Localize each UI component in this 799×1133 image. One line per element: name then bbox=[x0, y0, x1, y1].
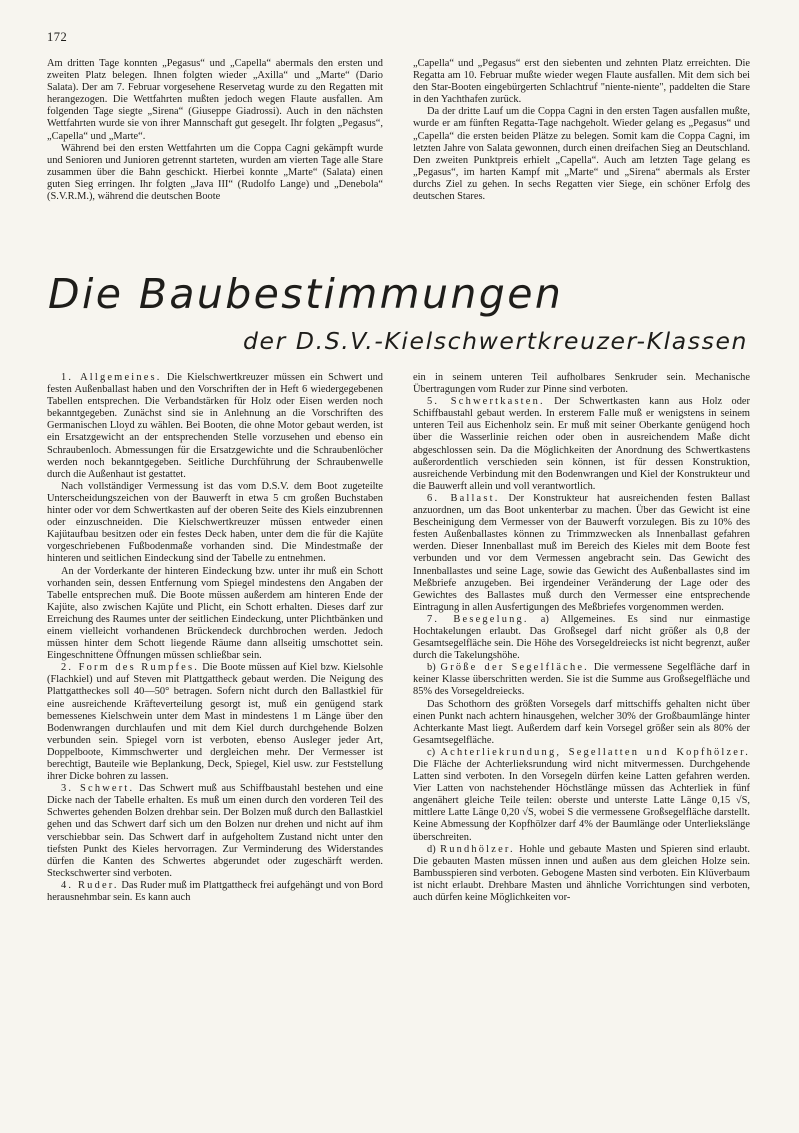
article-subheadline: der D.S.V.-Kielschwertkreuzer-Klassen bbox=[243, 327, 748, 355]
paragraph: An der Vorderkante der hinteren Eindeckung bzw. unter ihr muß ein Schott vorhanden sein, dessen Entfernung vom Spiegel mindestens den Angaben der Tabelle entsprechen muß. Die Boote müssen außerdem am hinteren Ende der Kajüte, also zwischen Kajüte und Plicht, ein Schott erhalten. Dieses darf zur Erreichung des Raumes unter der seitlichen Eindeckung, unter Plichtbänken und einem vielleicht vorhandenen Brückendeck durchbrochen werden. Jedoch müssen hinter dem Schott liegende Räume dann allseitig umschottet sein. Eingeschnittene Öffnungen müssen schließbar sein. bbox=[47, 565, 383, 662]
section-sails bbox=[413, 614, 750, 662]
section-hull-form bbox=[47, 662, 383, 783]
section-prefix: d) bbox=[427, 843, 441, 855]
section-heading: 7. Besegelung. bbox=[427, 613, 529, 625]
paragraph: Nach vollständiger Vermessung ist das vom D.S.V. dem Boot zugeteilte Unterscheidungszeichen von der Bauwerft in etwa 5 cm großen Buchstaben hinter oder vor dem Schwertkasten auf der oberen Seite des Kiels einzubrennen oder einzuschneiden. Die Kielschwertkreuzer müssen entweder einen Kajütaufbau besitzen oder ein festes Deck haben, unter dem die für die Kajüte vorgeschriebenen Fußbodenmaße vorhanden sind. Die Mindestmaße der hinteren und seitlichen Eindeckung sind der Tabelle zu entnehmen. bbox=[47, 480, 383, 565]
section-text: Die vermessene Segelfläche darf in keiner Klasse überschritten werden. Sie ist die Summe aus Großsegelfläche und 85% des Vorsegeldreiecks. bbox=[413, 662, 751, 698]
section-centreboard bbox=[47, 783, 383, 880]
section-prefix: c) bbox=[427, 746, 441, 758]
section-text: Das Schwert muß aus Schiffbaustahl bestehen und eine Dicke nach der Tabelle erhalten. Es muß um einen durch den vorderen Teil des Schwertes gehenden Bolzen drehbar sein. Der Bolzen muß durch den Ballastkiel gehen und das Schwert darf sich um den Bolzen nur drehen und nicht auf ihm verschiebbar sein. Das Schwert darf in aufgeholtem Zustand nicht unter den tiefsten Punkt des Kieles hervorragen. Zur Verminderung des Widerstandes dürfen die Kanten des Schwertes abgerundet oder zugeschärft werden. Steckschwerter sind verboten. bbox=[47, 783, 383, 879]
section-ballast bbox=[413, 493, 750, 614]
section-heading: 6. Ballast. bbox=[427, 492, 500, 504]
section-spars bbox=[413, 844, 750, 904]
rules-left-column bbox=[47, 372, 383, 904]
section-prefix: b) bbox=[427, 662, 441, 674]
section-sail-area bbox=[413, 662, 750, 698]
section-text: Die Boote müssen auf Kiel bzw. Kielsohle (Flachkiel) und auf Steven mit Plattgattheck gebaut werden. Die Neigung des Plattgattheckes soll 40—50° betragen. Sofern nicht durch den Ballastkiel für eine ausreichende Kräfteverteilung gesorgt ist, muß ein genügend stark bemessenes Kielschwein unter dem Mast in mindestens 1 m Länge über den Bodenwrangen durchlaufen und mit dem Kiel durch durchgehende Bolzen verbunden sein. Spiegel vorn ist verboten, ebenso Ausleger jeder Art, Doppelboote, Kimmschwerter und dergleichen mehr. Der Vermesser ist berechtigt, Bauteile wie Beplankung, Deck, Spiegel, Kiel usw. zur Feststellung ihrer Dicke bohren zu lassen. bbox=[47, 662, 383, 783]
section-text: Der Schwertkasten kann aus Holz oder Schiffbaustahl gebaut werden. In ersterem Falle muß er wenigstens in seinem unteren Teil aus Eichenholz sein. Er muß mit seiner Oberkante genügend hoch über die Wasserlinie reichen oder oben in ausreichendem Maße dicht abgeschlossen sein. Da die Möglichkeiten der Anordnung des Schwertkastens außerordentlich verschieden sein können, ist für dessen Konstruktion, ausreichende Verbindung mit den Bodenwrangen und Kiel der Konstrukteur und die Bauwerft allein und voll verantwortlich. bbox=[413, 396, 750, 492]
paragraph: Da der dritte Lauf um die Coppa Cagni in den ersten Tagen ausfallen mußte, wurde er am fünften Regatta-Tage nachgeholt. Wieder gelang es „Pegasus“ und „Capella“ die ersten beiden Plätze zu belegen. Somit kam die Coppa Cagni, im letzten Jahre von Salata gewonnen, durch einen dreifachen Sieg an Deutschland. Den zweiten Punktpreis erhielt „Capella“. Auch am letzten Tage gelang es „Pegasus“, im harten Kampf mit „Marte“ und „Sirena“ abermals als Erster durchs Ziel zu gehen. In sechs Regatten vier Siege, ein schöner Erfolg des deutschen Stares. bbox=[413, 106, 750, 203]
section-leech-battens bbox=[413, 747, 750, 844]
section-text: Die Fläche der Achterlieksrundung wird nicht mitvermessen. Durchgehende Latten sind verboten. In den Vorsegeln dürfen keine Latten gefahren werden. Vier Latten von nachstehender Höchstlänge müssen das Achterliek in fünf angenähert gleiche Teile teilen: oberste und unterste Latte Länge 0,15 √S, mittlere Latte Länge 0,20 √S, wobei S die vermessene Großsegelfläche darstellt. Keine Abmessung der Kopfhölzer darf 4% der Baumlänge oder Unterliekslänge überschreiten. bbox=[413, 759, 750, 843]
section-text: Die Kielschwertkreuzer müssen ein Schwert und festen Außenballast haben und den Vorschriften der in Heft 6 wiedergegebenen Tabellen entsprechen. Die Verbandstärken für Holz oder Eisen werden noch bekanntgegeben. Zunächst sind sie in Anlehnung an die Vorschriften des Germanischen Lloyd zu wählen. Bei Booten, die ohne Motor gebaut werden, ist ein Ersatzgewicht an der entsprechenden Stelle vorzusehen und ebenso ein Schraubenloch. Abmessungen für die Ersatzgewichte und die Schraubenlöcher werden noch bekanntgegeben. Seitliche Durchführung der Schraubenwelle durch die Außenhaut ist gestattet. bbox=[47, 372, 383, 480]
regatta-report-right-column bbox=[413, 58, 750, 203]
section-text: Hohle und gebaute Masten und Spieren sind erlaubt. Die gebauten Masten müssen innen und außen aus dem gleichen Holze sein. Bambusspieren sind verboten. Gebogene Masten sind verboten. Ein Klüverbaum ist nicht erlaubt. Drehbare Masten und ähnliche Vorrichtungen sind verboten, auch dürfen keine Möglichkeiten vor- bbox=[413, 843, 750, 904]
paragraph: Das Schothorn des größten Vorsegels darf mittschiffs gehalten nicht über einen Punkt nach achtern hinausgehen, welcher 30% der Großbaumlänge hinter Achterkante Mast liegt. Außerdem darf kein Vorsegel größer sein als 80% der Gesamtsegelfläche. bbox=[413, 698, 750, 746]
section-heading: 4. Ruder. bbox=[61, 879, 119, 891]
section-text: Der Konstrukteur hat ausreichenden festen Ballast anzuordnen, um das Boot unkenterbar zu machen. Über das Gewicht ist eine Bescheinigung dem Vermesser von der Bauwerft vorzulegen. Bis zu 10% des festen Außenballastes können zu Trimmzwecken als Innenballast gefahren werden. Dieser Innenballast muß im Bereich des Kieles mit dem Boote fest verbunden und vor dem Vermessen angebracht sein. Das Gewicht des Innenballastes und seine Lage, sowie das Gewicht des Außenballastes sind im Meßbriefe anzugeben. Bei irgendeiner Veränderung der Lage oder des Gewichtes des Ballastes muß durch den Vermesser eine entsprechende Eintragung in allen Ausfertigungen des Meßbriefes vorgenommen werden. bbox=[413, 492, 750, 613]
regatta-report-left-column bbox=[47, 58, 383, 203]
section-heading: 5. Schwertkasten. bbox=[427, 396, 545, 408]
paragraph: Am dritten Tage konnten „Pegasus“ und „Capella“ abermals den ersten und zweiten Platz belegen. Ihnen folgten wieder „Axilla“ und „Marte“ (Dario Salata). Der am 7. Februar vorgesehene Reservetag wurde zu den Regatten mit herangezogen. Die Wettfahrten mußten jedoch wegen Flaute ausfallen. Am folgenden Tage siegte „Sirena“ (Giuseppe Giadrossi). Auch in den nächsten Wettfahrten wurde sie von ihrer Mannschaft gut gesegelt. Ihr folgten „Pegasus“, „Capella“ und „Marte“. bbox=[47, 58, 383, 142]
section-heading: Größe der Segelfläche. bbox=[440, 662, 589, 674]
section-heading: Achterliekrundung, Segellatten und Kopfhölzer. bbox=[440, 746, 750, 758]
paragraph: Während bei den ersten Wettfahrten um die Coppa Cagni gekämpft wurde und Senioren und Junioren getrennt starteten, wurden am vierten Tage alle Stare zusammen über die Bahn geschickt. Hierbei konnte „Marte“ (Salata) einen guten Sieg erringen. Ihr folgten „Java III“ (Rudolfo Lange) und „Denebola“ (S.V.R.M.), während die deutschen Boote bbox=[47, 142, 383, 203]
section-heading: 3. Schwert. bbox=[61, 783, 135, 795]
section-centreboard-case bbox=[413, 396, 750, 493]
paragraph: „Capella“ und „Pegasus“ erst den siebenten und zehnten Platz erreichten. Die Regatta am 10. Februar mußte wieder wegen Flaute ausfallen. Mit dem sich bei den Star-Booten eingebürgerten Schlachtruf "niente-niente", paddelten die Stare in den Yachthafen zurück. bbox=[413, 58, 750, 106]
paragraph: ein in seinem unteren Teil aufholbares Senkruder sein. Mechanische Übertragungen vom Ruder zur Pinne sind verboten. bbox=[413, 372, 750, 396]
section-heading: 1. Allgemeines. bbox=[61, 372, 162, 383]
section-heading: 2. Form des Rumpfes. bbox=[61, 662, 200, 674]
article-headline: Die Baubestimmungen bbox=[48, 270, 564, 318]
section-text: Das Ruder muß im Plattgattheck frei aufgehängt und von Bord herausnehmbar sein. Es kann auch bbox=[47, 879, 384, 904]
section-heading: Rundhölzer. bbox=[440, 843, 515, 855]
section-general bbox=[47, 372, 383, 481]
section-text: a) Allgemeines. Es sind nur einmastige Hochtakelungen erlaubt. Das Großsegel darf nicht größer als 0,8 der Gesamtsegelfläche sein. Die Höhe des Vorsegeldreiecks ist nicht begrenzt, außer durch die Takelungshöhe. bbox=[413, 613, 750, 662]
rules-right-column bbox=[413, 372, 750, 904]
section-rudder bbox=[47, 880, 383, 904]
page-number: 172 bbox=[47, 30, 68, 44]
